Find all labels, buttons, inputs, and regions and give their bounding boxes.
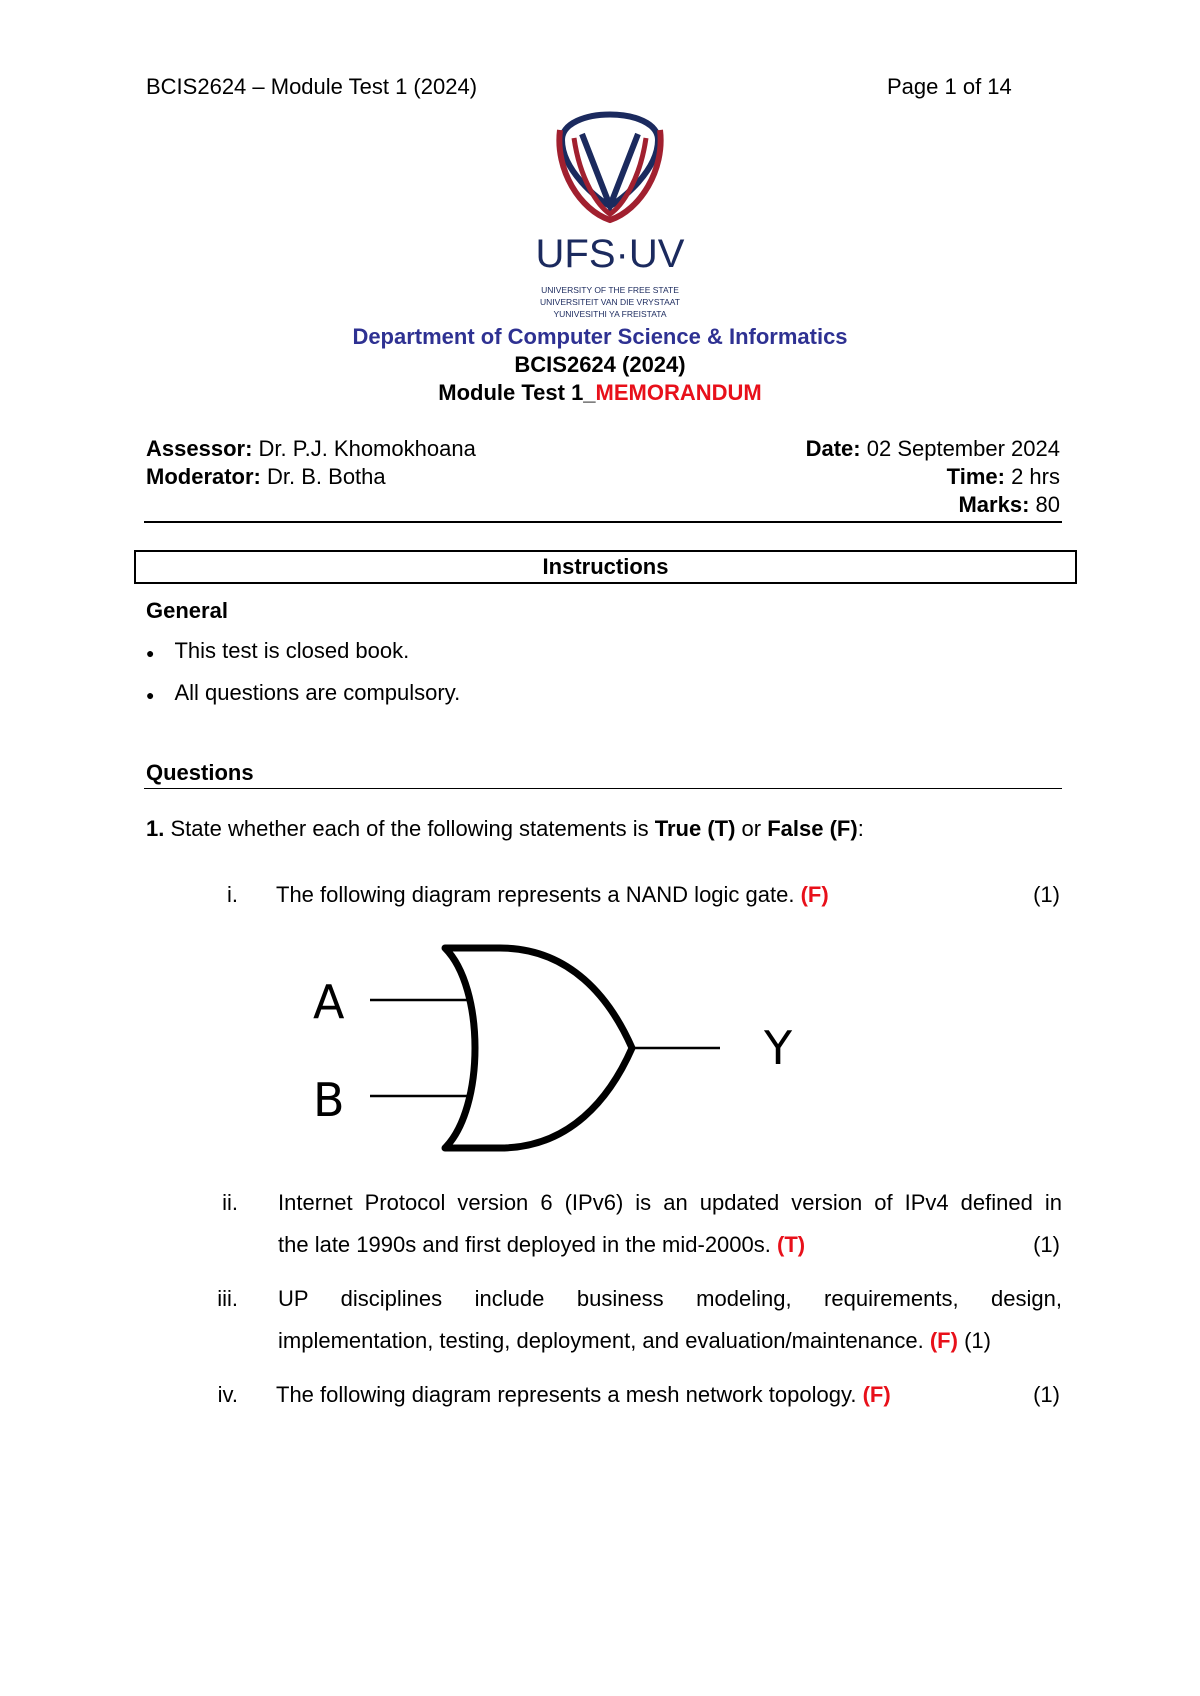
date-label: Date: — [805, 436, 861, 461]
marks-label: Marks: — [958, 492, 1030, 517]
item-statement: the late 1990s and first deployed in the mid-2000s. — [278, 1232, 777, 1257]
item-number: ii. — [222, 1190, 238, 1215]
general-heading: General — [146, 598, 228, 623]
test-title — [0, 380, 1200, 406]
colon-text: : — [857, 816, 864, 841]
instructions-heading: Instructions — [542, 554, 669, 579]
item-statement: The following diagram represents a mesh network topology. — [276, 1382, 863, 1407]
bullet-icon: ● — [146, 645, 155, 661]
item-answer: (F) — [929, 1328, 958, 1353]
marks-value: 80 — [1035, 492, 1060, 517]
bullet-icon: ● — [146, 687, 155, 703]
item-statement: The following diagram represents a NAND logic gate. — [276, 882, 801, 907]
logo-line-3: YUNIVESITHI YA FREISTATA — [553, 309, 667, 319]
item-answer: (T) — [777, 1232, 806, 1257]
moderator-label: Moderator: — [146, 464, 261, 489]
assessor-label: Assessor: — [146, 436, 253, 461]
moderator-line — [146, 464, 386, 490]
logo-line-2: UNIVERSITEIT VAN DIE VRYSTAAT — [540, 297, 680, 307]
item-statement: Internet Protocol version 6 (IPv6) is an updated version of IPv4 defined in — [278, 1190, 1062, 1215]
marks-line — [958, 492, 1060, 518]
page-header-title: BCIS2624 – Module Test 1 (2024) — [146, 74, 478, 99]
true-label: True (T) — [654, 816, 736, 841]
item-text — [278, 1328, 991, 1354]
time-line — [947, 464, 1060, 490]
item-marks: (1) — [1033, 1232, 1060, 1257]
item-marks: (1) — [1033, 882, 1060, 907]
test-title-memorandum: MEMORANDUM — [595, 380, 762, 405]
page-number: Page 1 of 14 — [887, 74, 1012, 99]
course-code: BCIS2624 (2024) — [514, 352, 686, 377]
item-answer: (F) — [862, 1382, 891, 1407]
header-divider — [144, 521, 1062, 523]
question-text: State whether each of the following statements is — [170, 816, 655, 841]
false-label: False (F) — [767, 816, 858, 841]
item-number: iv. — [217, 1382, 238, 1407]
or-text: or — [735, 816, 768, 841]
date-value: 02 September 2024 — [866, 436, 1060, 461]
item-text — [278, 1232, 805, 1258]
question-1 — [146, 816, 864, 842]
date-line — [806, 436, 1060, 462]
gate-output-y-label: Y — [763, 1021, 793, 1075]
item-text — [276, 1382, 891, 1408]
item-marks: (1) — [1033, 1382, 1060, 1407]
instruction-item — [146, 680, 460, 706]
instructions-heading-box — [134, 550, 1077, 584]
question-number: 1. — [146, 816, 165, 841]
item-statement: implementation, testing, deployment, and evaluation/maintenance. — [278, 1328, 930, 1353]
moderator-name: Dr. B. Botha — [267, 464, 386, 489]
time-label: Time: — [946, 464, 1005, 489]
test-title-prefix: Module Test 1_ — [438, 380, 596, 405]
gate-input-a-label: A — [313, 975, 345, 1029]
item-text — [276, 882, 829, 908]
time-value: 2 hrs — [1011, 464, 1060, 489]
logic-gate-diagram — [310, 938, 830, 1158]
department-name: Department of Computer Science & Informatics — [352, 324, 848, 349]
assessor-name: Dr. P.J. Khomokhoana — [258, 436, 476, 461]
assessor-line — [146, 436, 476, 462]
item-answer: (F) — [800, 882, 829, 907]
university-logo — [510, 110, 710, 330]
item-number: i. — [227, 882, 238, 907]
questions-heading: Questions — [146, 760, 254, 785]
gate-input-b-label: B — [313, 1073, 345, 1127]
questions-divider — [144, 788, 1062, 789]
item-statement: UP disciplines include business modeling, requirements, design, — [278, 1286, 1062, 1311]
logo-wordmark: UFS·UV — [535, 232, 685, 276]
instruction-item — [146, 638, 409, 664]
item-number: iii. — [217, 1286, 238, 1311]
logo-line-1: UNIVERSITY OF THE FREE STATE — [541, 285, 679, 295]
instruction-text: This test is closed book. — [174, 638, 410, 663]
instruction-text: All questions are compulsory. — [174, 680, 461, 705]
item-marks: (1) — [964, 1328, 991, 1353]
